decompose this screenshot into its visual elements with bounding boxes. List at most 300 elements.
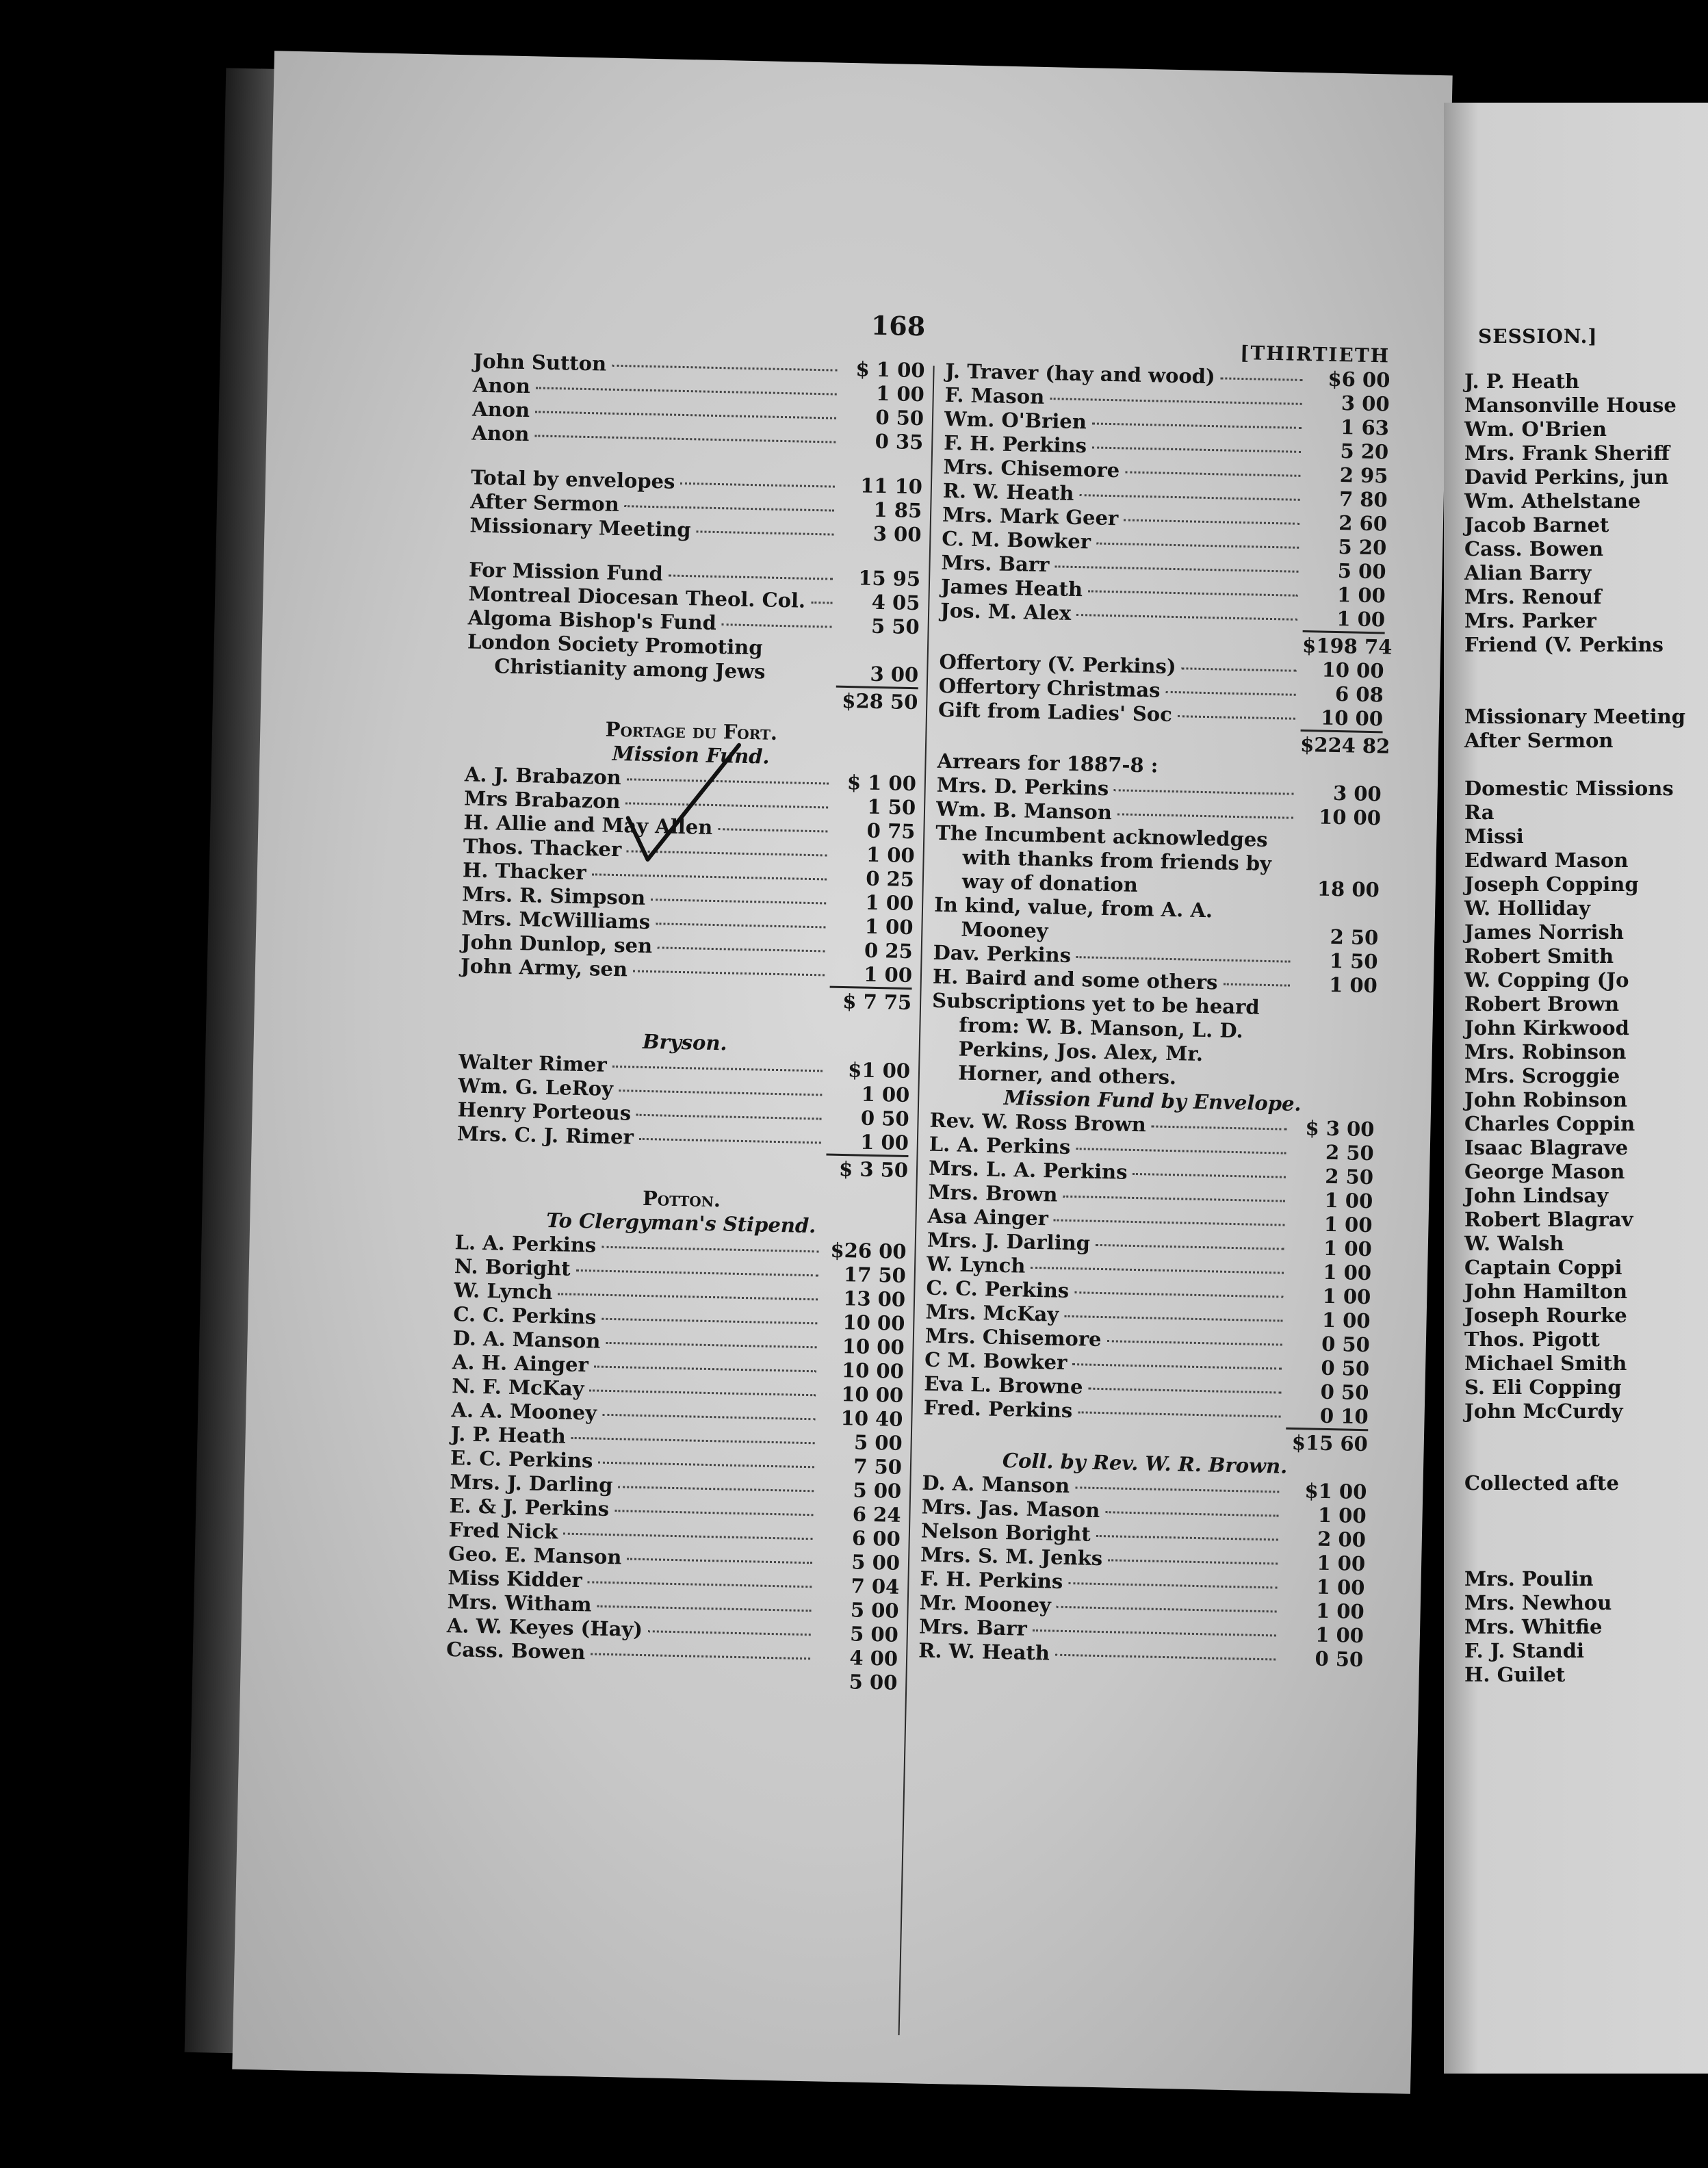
entry-amount: 2 50 (1325, 1140, 1375, 1165)
entry-name: A. A. Mooney (451, 1398, 597, 1425)
leader-dots (1092, 446, 1301, 452)
entry-amount: 5 00 (849, 1670, 898, 1694)
leader-dots (625, 504, 835, 511)
entry-amount: 10 00 (1321, 658, 1384, 683)
entry-name: Walter Rimer (458, 1050, 608, 1076)
entry-amount: 17 50 (843, 1263, 907, 1288)
incumbent-note-line1: The Incumbent acknowledges (935, 821, 1268, 851)
offertory-entries (938, 650, 1384, 732)
entry-amount: 1 00 (1322, 1284, 1371, 1309)
entry-amount: 2 50 (1324, 1164, 1374, 1189)
facing-line: Mrs. Parker (1464, 609, 1596, 632)
leader-dots (591, 1652, 810, 1660)
fund-allocations (467, 558, 920, 639)
entry-name: E. & J. Perkins (449, 1494, 610, 1521)
leader-dots (571, 1436, 815, 1444)
leader-dots (451, 1675, 810, 1683)
entry-name: A. J. Brabazon (464, 762, 622, 790)
entry-name: Offertory (V. Perkins) (939, 649, 1176, 679)
entry-name: Asa Ainger (927, 1204, 1049, 1230)
entry-name: Mrs. Witham (447, 1590, 592, 1616)
entry-name: C. C. Perkins (453, 1302, 597, 1329)
entry-name: Eva L. Browne (924, 1371, 1083, 1399)
entry-name: Mrs. R. Simpson (461, 882, 646, 909)
entry-amount: 1 00 (864, 962, 913, 988)
entry-amount: 1 00 (1323, 1260, 1372, 1285)
entry-amount: 4 05 (871, 590, 920, 615)
leader-dots (1078, 1410, 1280, 1417)
entry-amount: 7 04 (851, 1574, 900, 1599)
facing-line: Charles Coppin (1464, 1112, 1635, 1135)
entry-amount: 1 50 (1329, 948, 1378, 974)
leader-dots (1076, 613, 1297, 621)
facing-line: W. Holliday (1464, 896, 1590, 920)
subscriptions-line3: Perkins, Jos. Alex, Mr. (958, 1037, 1204, 1066)
entry-amount: 6 24 (852, 1502, 901, 1527)
entry-name: Mrs. Brown (928, 1180, 1058, 1206)
entry-amount: 0 25 (864, 938, 914, 964)
entry-name: F. H. Perkins (943, 430, 1087, 458)
entry-amount: 1 00 (1321, 1308, 1371, 1333)
entry-name: H. Baird and some others (932, 964, 1218, 994)
leader-dots (589, 1389, 816, 1396)
leader-dots (614, 1509, 814, 1516)
entry-amount: 3 00 (872, 521, 922, 547)
leader-dots (1105, 1510, 1278, 1517)
entry-amount: 11 10 (859, 474, 923, 499)
entry-name: D. A. Manson (922, 1471, 1070, 1498)
entry-name: A. W. Keyes (Hay) (446, 1614, 643, 1642)
entry-amount: 1 50 (867, 795, 916, 820)
leader-dots (1088, 1387, 1281, 1394)
entry-name: Missionary Meeting (469, 513, 691, 542)
leader-dots (1221, 376, 1303, 381)
entry-amount: 1 00 (1328, 972, 1378, 998)
entry-amount: 1 00 (866, 842, 916, 868)
entry-name: R. W. Heath (918, 1638, 1050, 1665)
leader-dots (722, 623, 832, 628)
leader-dots (1096, 1534, 1278, 1541)
entry-amount: 10 00 (1318, 805, 1382, 830)
entry-amount: 5 00 (853, 1478, 902, 1503)
facing-line: John Lindsay (1464, 1184, 1609, 1207)
leader-dots (536, 386, 837, 395)
facing-entries (1464, 370, 1708, 1687)
leader-dots (1152, 1124, 1287, 1130)
facing-line: Cass. Bowen (1464, 537, 1604, 560)
entry-name: C. M. Bowker (942, 526, 1091, 554)
facing-line: Robert Blagrav (1464, 1208, 1633, 1231)
entry-amount: 0 50 (860, 1106, 909, 1131)
right-subtotal: $198 74 (1302, 630, 1385, 660)
leader-dots (598, 1461, 814, 1469)
entry-name: James Heath (940, 574, 1083, 602)
entry-name: D. A. Manson (452, 1326, 601, 1353)
entry-amount: 0 75 (866, 818, 916, 844)
entry-name: Mrs. J. Darling (927, 1228, 1091, 1255)
leader-dots (627, 1558, 812, 1564)
entry-name: Total by envelopes (470, 465, 675, 493)
facing-line (1464, 1519, 1708, 1543)
entry-amount: 1 00 (1315, 1623, 1364, 1648)
leader-dots (563, 1532, 813, 1540)
facing-line: Isaac Blagrave (1464, 1136, 1629, 1159)
facing-line: Ra (1464, 801, 1494, 824)
facing-line: David Perkins, jun (1464, 465, 1669, 489)
entry-amount: $1 00 (1304, 1479, 1367, 1504)
facing-line: Missi (1464, 825, 1524, 848)
leader-dots (619, 1089, 823, 1096)
leader-dots (651, 898, 826, 904)
entry-name: Mrs. McKay (925, 1300, 1059, 1326)
entry-name: John Sutton (473, 349, 607, 376)
entry-amount: 5 50 (870, 614, 920, 639)
entry-name: Mrs Brabazon (463, 786, 621, 814)
leader-dots (1050, 397, 1302, 405)
leader-dots (1178, 714, 1295, 720)
leader-dots (618, 1485, 814, 1492)
entry-amount: 1 00 (864, 914, 914, 940)
facing-line: H. Guilet (1464, 1663, 1566, 1686)
entry-amount: 1 00 (861, 1082, 910, 1107)
facing-line: Mrs. Whitfie (1464, 1615, 1603, 1638)
entry-name: H. Thacker (462, 858, 586, 885)
facing-line: Friend (V. Perkins (1464, 633, 1664, 656)
entry-amount: 0 25 (865, 866, 915, 892)
facing-line: James Norrish (1464, 920, 1624, 944)
leader-dots (639, 1137, 821, 1144)
subscriptions-line4: Horner, and others. (957, 1061, 1177, 1089)
grand-total: $28 50 (836, 686, 918, 715)
entry-amount: 10 00 (840, 1382, 904, 1407)
leader-dots (648, 1629, 811, 1636)
leader-dots (1074, 1291, 1283, 1298)
entry-name: J. Traver (hay and wood) (945, 359, 1216, 389)
entry-name: Mrs. Chisemore (924, 1324, 1102, 1352)
facing-line: Mrs. Robinson (1464, 1040, 1627, 1063)
leader-dots (1096, 542, 1299, 549)
entry-amount: 1 00 (1315, 1599, 1365, 1624)
entry-amount: 5 00 (849, 1622, 899, 1647)
leader-dots (1075, 1486, 1279, 1493)
entry-amount: 2 00 (1317, 1527, 1367, 1552)
entry-name: Mrs. Chisemore (943, 454, 1120, 482)
entry-amount: $6 00 (1328, 367, 1390, 392)
facing-line: Joseph Rourke (1464, 1304, 1627, 1327)
leader-dots (1182, 667, 1297, 672)
entry-amount: $26 00 (830, 1238, 907, 1264)
entry-name: Offertory Christmas (938, 673, 1161, 702)
entry-name: Mrs. J. Darling (449, 1470, 613, 1497)
entry-amount: 5 20 (1340, 439, 1389, 464)
facing-line: Michael Smith (1464, 1352, 1627, 1375)
facing-line: Mrs. Frank Sheriff (1464, 441, 1670, 465)
facing-line: Missionary Meeting (1464, 705, 1686, 728)
leader-dots (1055, 1653, 1276, 1661)
facing-line: W. Copping (Jo (1464, 968, 1629, 992)
entry-name: Mrs. McWilliams (461, 906, 651, 934)
in-kind-amount: 2 50 (1330, 925, 1379, 950)
entry-name: Geo. E. Manson (448, 1542, 622, 1569)
facing-line: W. Walsh (1464, 1232, 1564, 1255)
leader-dots (612, 364, 837, 372)
leader-dots (1107, 1339, 1282, 1345)
leader-dots (1117, 812, 1293, 818)
london-society-line1: London Society Promoting (467, 630, 763, 660)
entry-name: Mrs. Barr (941, 550, 1050, 577)
entry-amount: 1 00 (859, 1130, 909, 1155)
facing-line: Captain Coppi (1464, 1256, 1622, 1279)
facing-line: Wm. Athelstane (1464, 489, 1641, 513)
leader-dots (1054, 565, 1298, 572)
leader-dots (1165, 691, 1295, 696)
facing-line: John Robinson (1464, 1088, 1627, 1111)
leader-dots (601, 1317, 817, 1325)
entry-name: Mrs. Barr (918, 1614, 1028, 1640)
facing-line (1464, 1543, 1708, 1567)
entry-amount: 2 95 (1339, 463, 1388, 488)
leader-dots (606, 1341, 816, 1348)
entry-name: F. H. Perkins (920, 1566, 1063, 1593)
entry-name: Wm. O'Brien (944, 406, 1087, 434)
leader-dots (696, 530, 833, 535)
facing-line: Domestic Missions (1464, 777, 1674, 800)
leader-dots (636, 1113, 822, 1120)
leader-dots (594, 1365, 816, 1372)
leader-dots (1072, 1363, 1282, 1369)
entry-amount: 10 40 (840, 1406, 903, 1431)
facing-line (1464, 1423, 1708, 1447)
bryson-entries (457, 1050, 911, 1155)
entry-name: E. C. Perkins (450, 1446, 593, 1473)
entry-amount: 7 80 (1338, 487, 1388, 512)
coll-heading: Coll. by Rev. W. R. Brown. (1002, 1449, 1288, 1478)
bryson-total: $ 3 50 (826, 1154, 909, 1183)
leader-dots (1125, 470, 1300, 476)
facing-line: S. Eli Copping (1464, 1376, 1622, 1399)
entry-amount: 1 00 (1336, 582, 1386, 608)
entry-amount: 0 35 (875, 429, 924, 454)
leader-dots (1108, 1558, 1278, 1564)
entry-amount: 5 00 (850, 1598, 899, 1623)
facing-line: Mrs. Scroggie (1464, 1064, 1620, 1087)
entry-name: N. F. McKay (451, 1374, 584, 1401)
entry-name: Fred. Perkins (923, 1395, 1073, 1423)
leader-dots (597, 1605, 811, 1612)
entry-amount: 0 50 (1321, 1356, 1370, 1381)
portage-subheading: Mission Fund. (612, 741, 770, 769)
leader-dots (633, 970, 825, 977)
entry-name: Mr. Mooney (919, 1590, 1052, 1617)
bryson-heading: Bryson. (642, 1029, 727, 1055)
entry-name: Mrs. D. Perkins (936, 773, 1109, 801)
entry-amount: 0 50 (1321, 1332, 1371, 1357)
incumbent-note-line2: with thanks from friends by (962, 845, 1272, 876)
entry-amount: 10 00 (841, 1358, 905, 1383)
incumbent-note-text: way of donation (961, 869, 1139, 896)
facing-line: Alian Barry (1464, 561, 1592, 584)
entry-name: H. Allie and May Allen (463, 810, 713, 839)
potton-subheading: To Clergyman's Stipend. (545, 1208, 816, 1238)
leader-dots (1031, 1266, 1284, 1274)
entry-name: N. Boright (454, 1254, 571, 1280)
right-column (918, 359, 1393, 1672)
leader-dots (601, 1246, 818, 1253)
entry-amount: 1 00 (1323, 1236, 1373, 1261)
entry-amount: 4 00 (849, 1646, 898, 1670)
entry-amount: 6 08 (1334, 682, 1384, 707)
entry-amount: 5 00 (1337, 559, 1386, 584)
leader-dots (588, 1580, 812, 1588)
entry-name: John Army, sen (460, 954, 628, 981)
entry-amount: 5 00 (853, 1430, 903, 1455)
facing-running-head: SESSION.] (1478, 325, 1598, 348)
entry-name: Dav. Perkins (933, 940, 1072, 967)
leader-dots (612, 1065, 823, 1072)
entry-name: Thos. Thacker (463, 834, 622, 862)
right-top-entries (940, 359, 1390, 632)
facing-line: Thos. Pigott (1464, 1328, 1600, 1351)
envelope-heading: Mission Fund by Envelope. (1003, 1085, 1302, 1116)
top-entries (471, 349, 925, 454)
leader-dots (1133, 1172, 1286, 1178)
entry-name: Rev. W. Ross Brown (929, 1108, 1147, 1137)
leader-dots (1076, 1147, 1286, 1154)
facing-line: Mrs. Newhou (1464, 1591, 1612, 1614)
leader-dots (656, 922, 825, 928)
facing-line: Joseph Copping (1464, 873, 1639, 896)
entry-name: Miss Kidder (448, 1566, 583, 1592)
leader-dots (1054, 1219, 1285, 1226)
entry-name: Nelson Boright (920, 1519, 1091, 1546)
facing-line: F. J. Standi (1464, 1639, 1585, 1662)
entry-name: Wm. G. LeRoy (458, 1074, 614, 1100)
facing-line (1464, 1447, 1708, 1471)
entry-amount: 1 00 (1317, 1551, 1366, 1576)
handwritten-checkmark-icon (620, 736, 746, 868)
entry-name: Jos. M. Alex (940, 598, 1072, 625)
facing-line: Collected afte (1464, 1471, 1619, 1495)
facing-line: Wm. O'Brien (1464, 417, 1607, 441)
facing-line: Jacob Barnet (1464, 513, 1609, 537)
entry-amount: 1 00 (875, 381, 925, 406)
entry-name: W. Lynch (453, 1278, 553, 1304)
facing-line (1464, 753, 1708, 777)
envelope-entries (923, 1109, 1374, 1430)
leader-dots (1068, 1582, 1277, 1588)
leader-dots (576, 1269, 818, 1276)
leader-dots (1079, 493, 1299, 501)
entry-name: C M. Bowker (924, 1347, 1068, 1374)
portage-heading: Portage du Fort. (605, 717, 778, 745)
coll-entries (918, 1471, 1367, 1673)
facing-line: John Hamilton (1464, 1280, 1628, 1303)
facing-line (1464, 681, 1708, 705)
entry-amount: 10 00 (1320, 706, 1384, 731)
left-column (445, 349, 925, 1694)
in-kind-line1: In kind, value, from A. A. (933, 892, 1213, 922)
entry-name: A. H. Ainger (452, 1350, 589, 1377)
leader-dots (1096, 1243, 1284, 1250)
ledger-page-168 (232, 51, 1452, 2093)
entry-amount: $ 3 00 (1305, 1116, 1375, 1141)
entry-amount: 1 00 (1324, 1188, 1373, 1213)
entry-amount: 7 50 (853, 1454, 903, 1479)
entry-amount: 15 95 (857, 566, 921, 591)
facing-line: George Mason (1464, 1160, 1625, 1183)
leader-dots (602, 1413, 815, 1421)
entry-amount: $1 00 (847, 1058, 911, 1083)
entry-amount: 1 00 (1316, 1575, 1365, 1600)
leader-dots (1033, 1629, 1276, 1636)
entry-name: Henry Porteous (457, 1098, 632, 1125)
portage-total: $ 7 75 (829, 986, 912, 1016)
entry-amount: 6 00 (851, 1526, 901, 1551)
entry-amount: 1 85 (873, 498, 922, 523)
leader-dots (1124, 518, 1299, 524)
london-society-text: Christianity among Jews (493, 654, 766, 684)
facing-line: Robert Smith (1464, 944, 1614, 968)
entry-name: John Dunlop, sen (461, 930, 653, 958)
entry-name: J. P. Heath (450, 1422, 567, 1448)
leader-dots (1057, 1605, 1277, 1613)
london-society-amount: 3 00 (870, 662, 919, 687)
entry-name: F. Mason (944, 383, 1045, 409)
envelope-total: $15 60 (1285, 1428, 1368, 1457)
envelope-totals (469, 465, 922, 547)
leader-dots (1063, 1195, 1285, 1202)
entry-amount: $ 1 00 (846, 771, 917, 796)
entry-name: Fred Nick (448, 1518, 558, 1544)
facing-line (1464, 657, 1708, 681)
entry-amount: 1 63 (1340, 415, 1390, 440)
facing-line: J. P. Heath (1464, 370, 1579, 393)
entry-amount: 5 20 (1338, 535, 1387, 560)
entry-name: Mrs. L. A. Perkins (928, 1156, 1128, 1184)
entry-name: Cass. Bowen (445, 1638, 586, 1664)
leader-dots (534, 434, 836, 443)
leader-dots (1088, 589, 1298, 596)
entry-amount: 3 00 (1332, 781, 1382, 806)
entry-name: L. A. Perkins (929, 1132, 1071, 1159)
entry-name: Anon (471, 397, 530, 422)
entry-amount: 1 00 (1317, 1503, 1367, 1528)
entry-amount: 1 00 (1336, 606, 1386, 632)
facing-line: Robert Brown (1464, 992, 1620, 1016)
leader-dots (680, 482, 835, 488)
leader-dots (591, 873, 826, 880)
arrears-heading: Arrears for 1887-8 : (937, 749, 1159, 777)
facing-line (1464, 1495, 1708, 1519)
facing-line: Mansonville House (1464, 393, 1677, 417)
entry-name: Anon (472, 373, 531, 398)
entry-name: Gift from Ladies' Soc (937, 697, 1173, 726)
leader-dots (558, 1292, 818, 1300)
entry-amount: 1 00 (865, 890, 914, 916)
offertory-total: $224 82 (1300, 730, 1383, 759)
entry-name: Algoma Bishop's Fund (467, 606, 717, 634)
leader-dots (535, 410, 836, 419)
page-number: 168 (870, 309, 926, 342)
facing-line: Mrs. Poulin (1464, 1567, 1594, 1590)
entry-amount: $ 1 00 (855, 357, 925, 383)
entry-amount: 13 00 (842, 1287, 906, 1311)
facing-line: Mrs. Renouf (1464, 585, 1602, 608)
leader-dots (1114, 788, 1294, 795)
entry-amount: 0 50 (875, 405, 924, 430)
leader-dots (1092, 422, 1302, 428)
facing-page (1444, 103, 1708, 2074)
